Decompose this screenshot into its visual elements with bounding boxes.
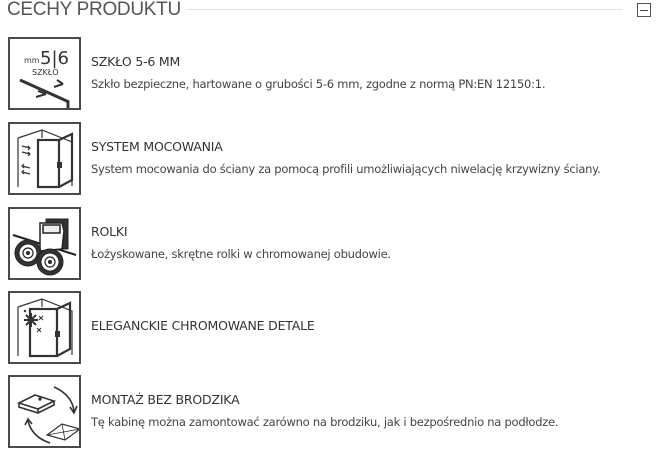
collapse-button[interactable]: [637, 3, 651, 17]
icon-label-text: SZKŁO: [32, 68, 59, 77]
icon-unit-text: mm: [24, 56, 40, 65]
feature-title: MONTAŻ BEZ BRODZIKA: [91, 392, 240, 407]
feature-description: Tę kabinę można zamontować zarówno na brodziku, jak i bezpośrednio na podłodze.: [91, 415, 559, 429]
feature-item-chrome: [0, 291, 660, 367]
rollers-icon: [8, 207, 81, 280]
feature-item-mounting: [0, 122, 660, 198]
glass-thickness-icon: [8, 37, 81, 110]
feature-title: ROLKI: [91, 224, 128, 239]
header-divider: [187, 9, 622, 10]
feature-description: System mocowania do ściany za pomocą profili umożliwiających niwelację krzywizny ściany.: [91, 162, 601, 176]
icon-value-text: 5|6: [40, 48, 69, 69]
feature-item-glass: [0, 37, 660, 113]
chrome-details-icon: [8, 291, 81, 364]
feature-title: SZKŁO 5-6 MM: [91, 54, 181, 69]
feature-description: Szkło bezpieczne, hartowane o grubości 5-6 mm, zgodne z normą PN:EN 12150:1.: [91, 77, 546, 91]
feature-title: ELEGANCKIE CHROMOWANE DETALE: [91, 318, 315, 333]
feature-title: SYSTEM MOCOWANIA: [91, 139, 223, 154]
feature-item-rollers: [0, 207, 660, 283]
no-tray-install-icon: [8, 375, 81, 448]
feature-description: Łożyskowane, skrętne rolki w chromowanej obudowie.: [91, 247, 391, 261]
section-header: [0, 0, 660, 24]
section-title: CECHY PRODUKTU: [7, 0, 181, 20]
feature-item-no-tray: [0, 375, 660, 451]
wall-mount-icon: [8, 122, 81, 195]
